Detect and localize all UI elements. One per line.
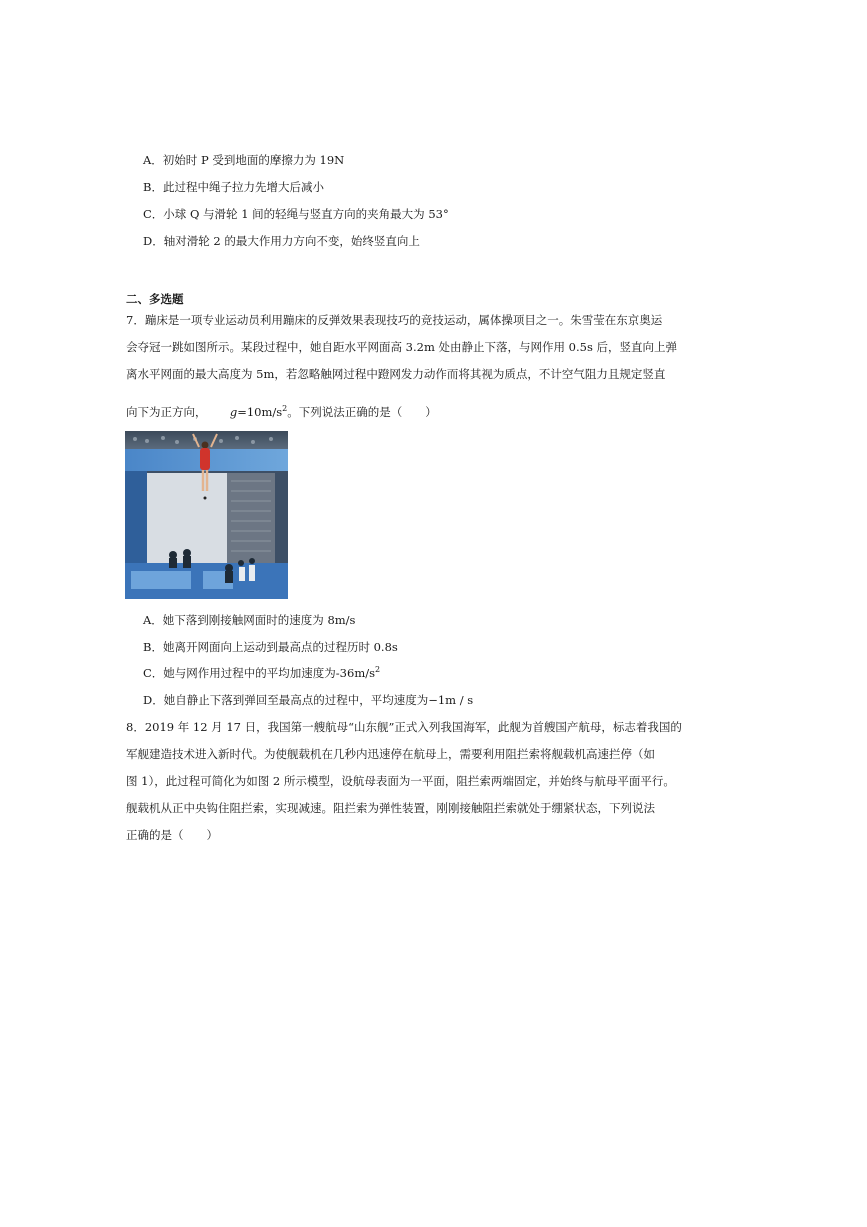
gravity-value: =10m/s <box>237 404 283 419</box>
q6-option-c: C．小球 Q 与滑轮 1 间的轻绳与竖直方向的夹角最大为 53° <box>143 207 449 221</box>
q7-option-a: A．她下落到刚接触网面时的速度为 8m/s <box>143 613 356 627</box>
q7-line-4 <box>126 395 437 426</box>
q7-option-c-text: C．她与网作用过程中的平均加速度为-36m/s <box>143 666 375 680</box>
q6-option-d: D．轴对滑轮 2 的最大作用力方向不变，始终竖直向上 <box>143 234 420 248</box>
trampoline-photo-image <box>125 431 288 599</box>
q7-line-2: 会夺冠一跳如图所示。某段过程中，她自距水平网面高 3.2m 处由静止下落，与网作用 0.5s 后，竖直向上弹 <box>126 340 678 354</box>
q8-line-3: 图 1），此过程可简化为如图 2 所示模型，设航母表面为一平面，阻拦索两端固定，并始终与航母平面平行。 <box>126 774 675 788</box>
q8-line-2: 军舰建造技术进入新时代。为使舰载机在几秒内迅速停在航母上，需要利用阻拦索将舰载机高速拦停（如 <box>126 747 655 761</box>
q6-option-a: A．初始时 P 受到地面的摩擦力为 19N <box>143 153 345 167</box>
trampoline-photo <box>125 431 288 599</box>
q8-line-4: 舰载机从正中央钩住阻拦索，实现减速。阻拦索为弹性装置，刚刚接触阻拦索就处于绷紧状态，下列说法 <box>126 801 655 815</box>
q7-option-b: B．她离开网面向上运动到最高点的过程历时 0.8s <box>143 640 398 654</box>
q7-option-d: D．她自静止下落到弹回至最高点的过程中，平均速度为−1m / s <box>143 693 474 707</box>
section-heading: 二、多选题 <box>126 292 184 306</box>
q7-line-4-prefix: 向下为正方向， <box>126 404 207 419</box>
q7-line-1: 7．蹦床是一项专业运动员利用蹦床的反弹效果表现技巧的竞技运动，属体操项目之一。朱雪莹在东京奥运 <box>126 313 663 327</box>
q7-option-c-exponent: 2 <box>375 665 381 675</box>
gravity-symbol: g <box>229 404 238 419</box>
q6-option-b: B．此过程中绳子拉力先增大后减小 <box>143 180 324 194</box>
q8-line-1: 8．2019 年 12 月 17 日，我国第一艘航母“山东舰”正式入列我国海军，此舰为首艘国产航母，标志着我国的 <box>126 720 682 734</box>
gravity-exponent: 2 <box>282 404 288 413</box>
q7-line-4-suffix: 。下列说法正确的是（ ） <box>287 404 437 419</box>
q7-option-c <box>143 665 380 681</box>
q8-line-5: 正确的是（ ） <box>126 828 218 842</box>
q7-line-3: 离水平网面的最大高度为 5m，若忽略触网过程中蹬网发力动作而将其视为质点，不计空气阻力且规定竖直 <box>126 367 666 381</box>
